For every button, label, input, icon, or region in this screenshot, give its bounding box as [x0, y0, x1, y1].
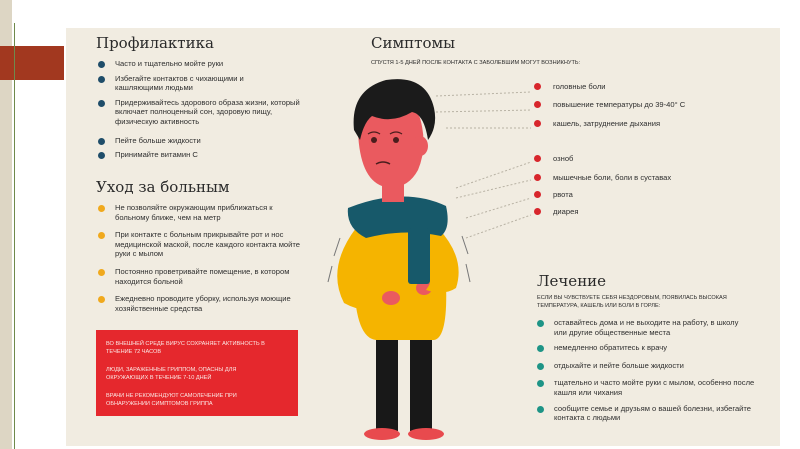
prevention-item: Часто и тщательно мойте руки — [94, 59, 304, 69]
notice-line: ЛЮДИ, ЗАРАЖЕННЫЕ ГРИППОМ, ОПАСНЫ ДЛЯ ОКРУЖАЮЩИХ В ТЕЧЕНИЕ 7-10 ДНЕЙ — [106, 367, 237, 381]
care-title: Уход за больным — [96, 178, 230, 196]
notice-box — [96, 330, 298, 416]
bullet-icon — [98, 269, 105, 276]
notice-line: ВРАЧИ НЕ РЕКОМЕНДУЮТ САМОЛЕЧЕНИЕ ПРИ ОБНАРУЖЕНИИ СИМПТОМОВ ГРИППА — [106, 393, 237, 407]
symptom-item: кашель, затруднение дыхания — [534, 119, 753, 128]
treatment-title: Лечение — [537, 272, 607, 290]
symptoms-subtitle: СПУСТЯ 1-5 ДНЕЙ ПОСЛЕ КОНТАКТА С ЗАБОЛЕВШИМ МОГУТ ВОЗНИКНУТЬ: — [371, 60, 581, 66]
bullet-icon — [534, 120, 541, 127]
bullet-icon — [534, 155, 541, 162]
prevention-item: Придерживайтесь здорового образа жизни, который включает полноценный сон, здоровую пищу, физическую активность — [94, 98, 300, 127]
symptom-item: повышение температуры до 39-40° С — [534, 100, 753, 109]
symptom-item: мышечные боли, боли в суставах — [534, 173, 753, 182]
bullet-icon — [98, 296, 105, 303]
slide-accent-block — [0, 46, 64, 80]
notice-line: ВО ВНЕШНЕЙ СРЕДЕ ВИРУС СОХРАНЯЕТ АКТИВНОСТЬ В ТЕЧЕНИЕ 72 ЧАСОВ — [106, 341, 265, 355]
bullet-icon — [534, 191, 541, 198]
symptoms-title: Симптомы — [371, 34, 456, 52]
bullet-icon — [534, 174, 541, 181]
bullet-icon — [537, 320, 544, 327]
treatment-item: немедленно обратитесь к врачу — [533, 343, 753, 353]
bullet-icon — [98, 232, 105, 239]
symptom-item: головные боли — [534, 82, 753, 91]
symptom-item: озноб — [534, 154, 753, 163]
slide-vertical-rule — [14, 23, 15, 449]
treatment-item: отдыхайте и пейте больше жидкости — [533, 361, 753, 371]
bullet-icon — [98, 61, 105, 68]
prevention-title: Профилактика — [96, 34, 214, 52]
symptom-connector-lines — [416, 88, 536, 258]
prevention-item: Пейте больше жидкости — [94, 136, 304, 146]
prevention-item: Принимайте витамин С — [94, 150, 304, 160]
treatment-item: сообщите семье и друзьям о вашей болезни, избегайте контакта с людьми — [533, 404, 759, 423]
infographic-panel — [66, 28, 780, 446]
treatment-item: тщательно и часто мойте руки с мылом, особенно после кашля или чихания — [533, 378, 759, 397]
bullet-icon — [98, 152, 105, 159]
bullet-icon — [537, 380, 544, 387]
care-item: Постоянно проветривайте помещение, в котором находится больной — [94, 267, 295, 286]
bullet-icon — [98, 205, 105, 212]
bullet-icon — [537, 406, 544, 413]
bullet-icon — [98, 138, 105, 145]
treatment-list — [533, 318, 753, 423]
bullet-icon — [534, 208, 541, 215]
symptom-item: рвота — [534, 190, 753, 199]
symptom-item: диарея — [534, 207, 753, 216]
bullet-icon — [98, 100, 105, 107]
prevention-list — [94, 59, 304, 160]
bullet-icon — [98, 76, 105, 83]
bullet-icon — [537, 345, 544, 352]
treatment-item: оставайтесь дома и не выходите на работу, в школу или другие общественные места — [533, 318, 753, 337]
treatment-subtitle: ЕСЛИ ВЫ ЧУВСТВУЕТЕ СЕБЯ НЕЗДОРОВЫМ, ПОЯВИЛАСЬ ВЫСОКАЯ ТЕМПЕРАТУРА, КАШЕЛЬ ИЛИ БОЛИ В ГОРЛЕ: — [537, 295, 727, 309]
prevention-item: Избегайте контактов с чихающими и кашляющими людьми — [94, 74, 285, 93]
bullet-icon — [534, 101, 541, 108]
care-list — [94, 203, 301, 313]
care-item: Не позволяйте окружающим приближаться к больному ближе, чем на метр — [94, 203, 305, 222]
bullet-icon — [534, 83, 541, 90]
bullet-icon — [537, 363, 544, 370]
care-item: При контакте с больным прикрывайте рот и нос медицинской маской, после каждого контакта мойте руки с мылом — [94, 230, 310, 259]
care-item: Ежедневно проводите уборку, используя моющие хозяйственные средства — [94, 294, 305, 313]
